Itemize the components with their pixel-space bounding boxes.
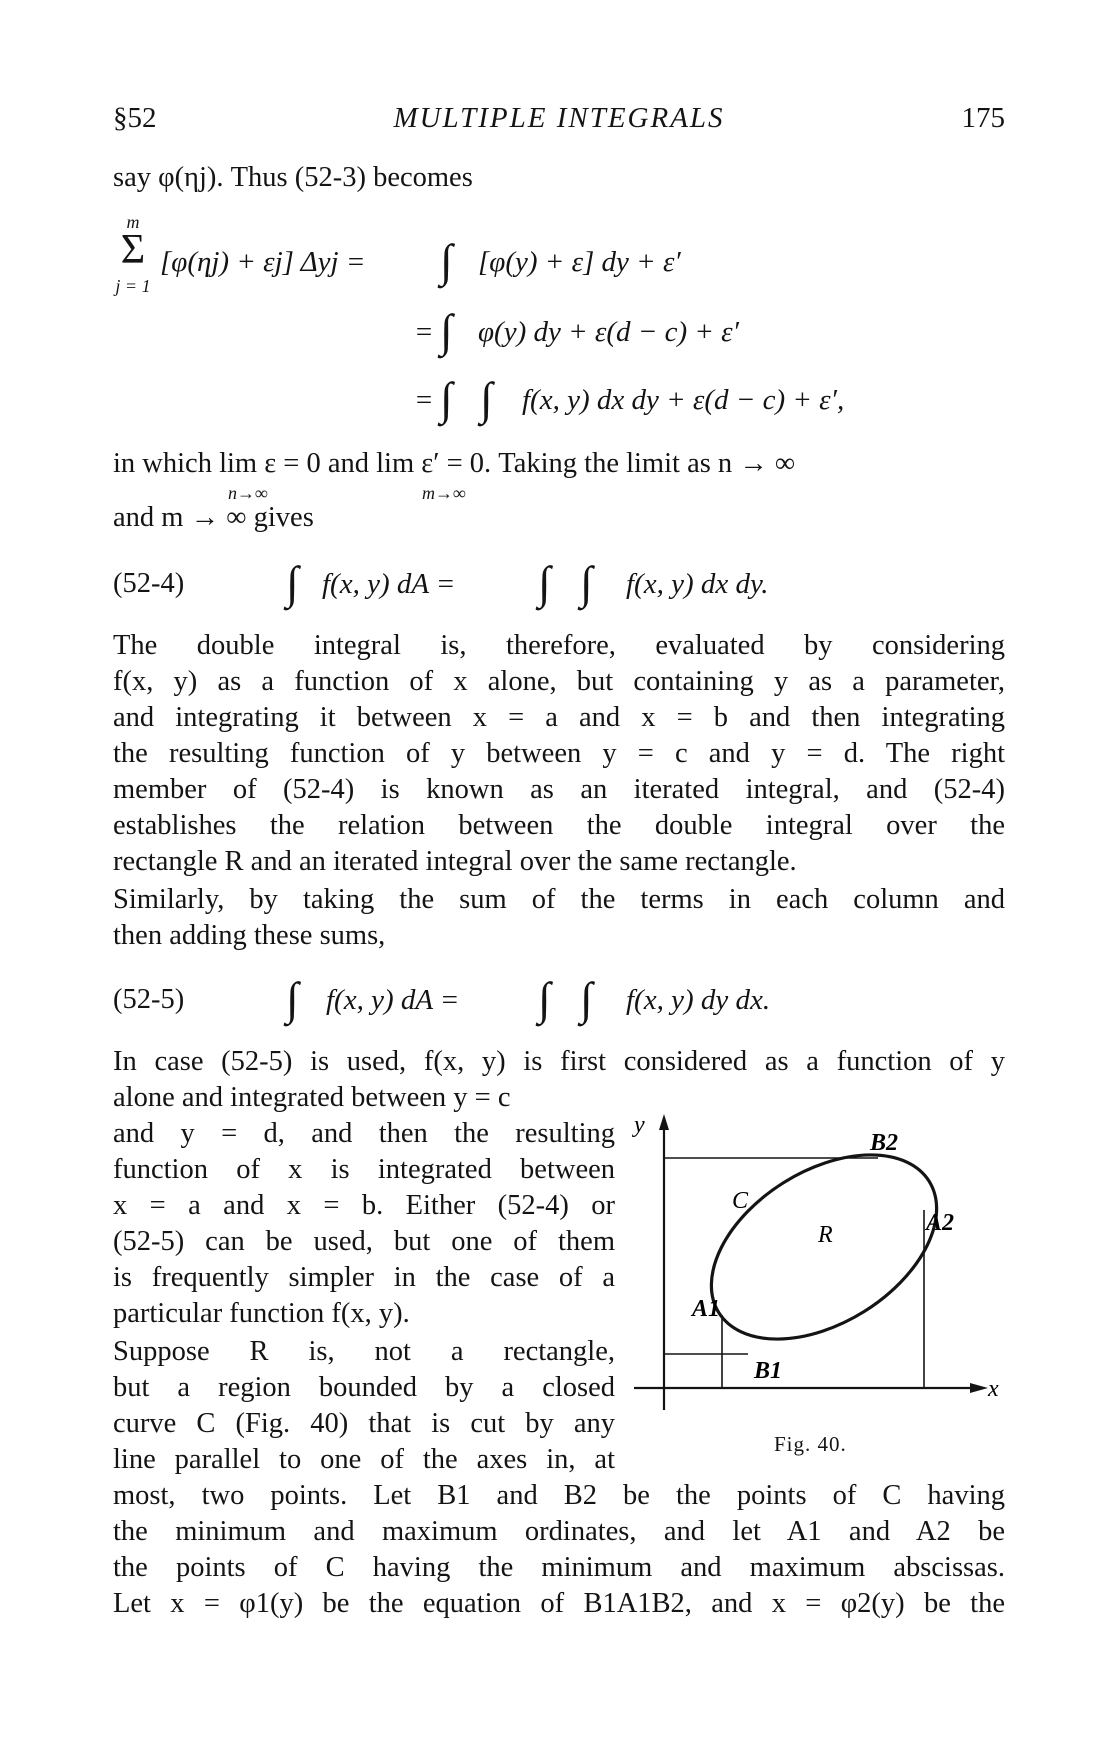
paragraph-line: function of x is integrated between xyxy=(113,1154,615,1185)
integral-sign: ∫ xyxy=(440,305,453,356)
y-axis-arrow xyxy=(659,1114,669,1130)
figure-caption: Fig. 40. xyxy=(774,1432,847,1456)
integral-sign: ∫ xyxy=(440,235,453,286)
paragraph-line: is frequently simpler in the case of a xyxy=(113,1262,615,1293)
label-a2: A2 xyxy=(926,1210,955,1236)
integral-sign: ∫ xyxy=(480,373,493,424)
integral-sign: ∫ xyxy=(286,973,299,1024)
paragraph-line: rectangle R and an iterated integral over the same rectangle. xyxy=(113,846,797,877)
paragraph-line: x = a and x = b. Either (52-4) or xyxy=(113,1190,615,1221)
paragraph-line: alone and integrated between y = c xyxy=(113,1082,511,1113)
equation-row-2: φ(y) dy + ε(d − c) + ε′ xyxy=(478,316,739,348)
lim-subscript-m: m→∞ xyxy=(422,483,466,503)
equation-number-52-4: (52-4) xyxy=(113,568,185,599)
label-x-axis: x xyxy=(988,1376,999,1402)
equation-row-3: f(x, y) dx dy + ε(d − c) + ε′, xyxy=(522,384,845,416)
paragraph-line: Suppose R is, not a rectangle, xyxy=(113,1336,615,1367)
integral-sign: ∫ xyxy=(440,373,453,424)
equation-52-4-left: f(x, y) dA = xyxy=(322,568,456,600)
integral-sign: ∫ xyxy=(580,557,593,608)
paragraph-line: line parallel to one of the axes in, at xyxy=(113,1444,615,1475)
equation-52-5-left: f(x, y) dA = xyxy=(326,984,460,1016)
integral-sign: ∫ xyxy=(538,557,551,608)
paragraph-line: establishes the relation between the double integral over the xyxy=(113,810,1005,841)
section-number: §52 xyxy=(113,102,157,134)
paragraph-line: the resulting function of y between y = c and y = d. The right xyxy=(113,738,1005,769)
lim-subscript-n: n→∞ xyxy=(228,483,268,503)
equation-52-4-right: f(x, y) dx dy. xyxy=(626,568,769,600)
integral-sign: ∫ xyxy=(286,557,299,608)
paragraph-line: but a region bounded by a closed xyxy=(113,1372,615,1403)
paragraph-line: and integrating it between x = a and x = b and then integrating xyxy=(113,702,1005,733)
paragraph-line: The double integral is, therefore, evaluated by considering xyxy=(113,630,1005,661)
label-region-r: R xyxy=(818,1222,833,1248)
paragraph-line: In case (52-5) is used, f(x, y) is first considered as a function of y xyxy=(113,1046,1005,1077)
intro-line: say φ(ηj). Thus (52-3) becomes xyxy=(113,162,473,193)
paragraph-line: and y = d, and then the resulting xyxy=(113,1118,615,1149)
label-a1: A1 xyxy=(692,1296,721,1322)
paragraph-line: (52-5) can be used, but one of them xyxy=(113,1226,615,1257)
x-axis-arrow xyxy=(970,1383,988,1393)
label-b2: B2 xyxy=(870,1130,899,1156)
sum-lower-limit: j = 1 xyxy=(115,276,151,296)
label-y-axis: y xyxy=(634,1112,645,1138)
running-title: MULTIPLE INTEGRALS xyxy=(393,102,725,134)
paragraph-line: f(x, y) as a function of x alone, but containing y as a parameter, xyxy=(113,666,1005,697)
integral-sign: ∫ xyxy=(580,973,593,1024)
equation-row-1-left: [φ(ηj) + εj] Δyj = xyxy=(160,246,366,278)
equation-row-1-right: [φ(y) + ε] dy + ε′ xyxy=(478,246,681,278)
equation-52-5-right: f(x, y) dy dx. xyxy=(626,984,771,1016)
paragraph-line: the points of C having the minimum and maximum abscissas. xyxy=(113,1552,1005,1583)
paragraph-line: member of (52-4) is known as an iterated integral, and (52-4) xyxy=(113,774,1005,805)
sum-sign: Σ xyxy=(120,227,146,273)
paragraph-line: Similarly, by taking the sum of the terms in each column and xyxy=(113,884,1005,915)
equals-sign: = xyxy=(414,316,434,348)
label-b1: B1 xyxy=(754,1358,783,1384)
limits-line: in which lim ε = 0 and lim ε′ = 0. Taking the limit as n → ∞ xyxy=(113,448,796,479)
paragraph-line: particular function f(x, y). xyxy=(113,1298,410,1329)
paragraph-line: the minimum and maximum ordinates, and let A1 and A2 be xyxy=(113,1516,1005,1547)
figure-40 xyxy=(630,1110,1010,1430)
equation-number-52-5: (52-5) xyxy=(113,984,185,1015)
integral-sign: ∫ xyxy=(538,973,551,1024)
gives-line: and m → ∞ gives xyxy=(113,502,314,533)
page-number: 175 xyxy=(961,102,1005,134)
equals-sign: = xyxy=(414,384,434,416)
paragraph-line: curve C (Fig. 40) that is cut by any xyxy=(113,1408,615,1439)
paragraph-line: Let x = φ1(y) be the equation of B1A1B2, and x = φ2(y) be the xyxy=(113,1588,1005,1619)
paragraph-line: most, two points. Let B1 and B2 be the points of C having xyxy=(113,1480,1005,1511)
paragraph-line: then adding these sums, xyxy=(113,920,386,951)
sum-upper-limit: m xyxy=(126,212,140,232)
label-curve-c: C xyxy=(732,1188,749,1214)
